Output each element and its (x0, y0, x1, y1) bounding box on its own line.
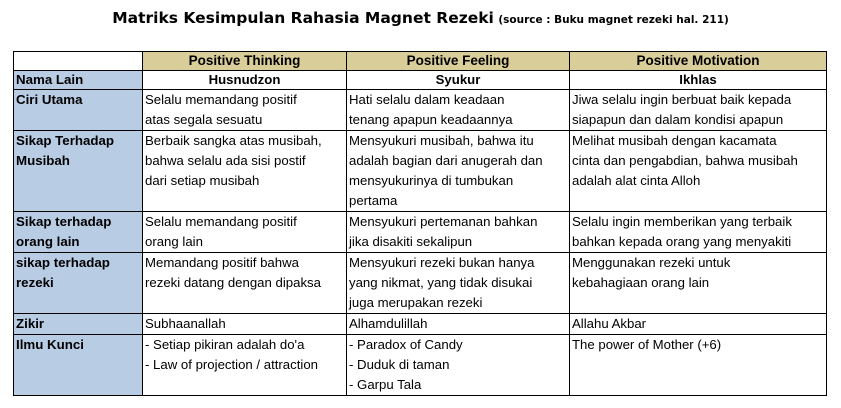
row-zikir (14, 314, 827, 335)
table-cell: Syukur (347, 71, 570, 90)
row-label: Ciri Utama (14, 90, 143, 131)
row-sikap-musibah (14, 131, 827, 212)
table-cell: Berbaik sangka atas musibah, bahwa selalu ada sisi postif dari setiap musibah (143, 131, 347, 212)
table-cell: Jiwa selalu ingin berbuat baik kepada siapapun dan dalam kondisi apapun (570, 90, 827, 131)
table-cell: Husnudzon (143, 71, 347, 90)
row-sikap-rezeki (14, 253, 827, 314)
header-row (14, 52, 827, 71)
matrix-table (13, 51, 827, 396)
title-main: Matriks Kesimpulan Rahasia Magnet Rezeki (112, 9, 494, 27)
row-sikap-orang-lain (14, 212, 827, 253)
row-label: Sikap terhadap orang lain (14, 212, 143, 253)
row-ciri-utama (14, 90, 827, 131)
row-label: Zikir (14, 314, 143, 335)
row-ilmu-kunci (14, 335, 827, 396)
table-cell: Selalu memandang positif orang lain (143, 212, 347, 253)
table-cell: Mensyukuri rezeki bukan hanya yang nikmat, yang tidak disukai juga merupakan rezeki (347, 253, 570, 314)
corner-cell (14, 52, 143, 71)
table-cell: Melihat musibah dengan kacamata cinta dan pengabdian, bahwa musibah adalah alat cinta Alloh (570, 131, 827, 212)
table-cell: Allahu Akbar (570, 314, 827, 335)
table-cell: Mensyukuri musibah, bahwa itu adalah bagian dari anugerah dan mensyukurinya di tumbukan pertama (347, 131, 570, 212)
row-label: Sikap Terhadap Musibah (14, 131, 143, 212)
document-title (0, 9, 841, 28)
table-cell: The power of Mother (+6) (570, 335, 827, 396)
row-nama-lain (14, 71, 827, 90)
column-header-positive-feeling: Positive Feeling (347, 52, 570, 71)
table-cell: Selalu memandang positif atas segala sesuatu (143, 90, 347, 131)
table-cell: Subhaanallah (143, 314, 347, 335)
table-cell: - Setiap pikiran adalah do'a - Law of projection / attraction (143, 335, 347, 396)
table-cell: Mensyukuri pertemanan bahkan jika disakiti sekalipun (347, 212, 570, 253)
table-cell: Menggunakan rezeki untuk kebahagiaan orang lain (570, 253, 827, 314)
title-source: (source : Buku magnet rezeki hal. 211) (498, 14, 729, 26)
row-label: Nama Lain (14, 71, 143, 90)
column-header-positive-motivation: Positive Motivation (570, 52, 827, 71)
table-cell: Memandang positif bahwa rezeki datang dengan dipaksa (143, 253, 347, 314)
row-label: Ilmu Kunci (14, 335, 143, 396)
row-label: sikap terhadap rezeki (14, 253, 143, 314)
table-cell: Alhamdulillah (347, 314, 570, 335)
table-cell: Selalu ingin memberikan yang terbaik bahkan kepada orang yang menyakiti (570, 212, 827, 253)
table-cell: - Paradox of Candy - Duduk di taman - Garpu Tala (347, 335, 570, 396)
table-cell: Ikhlas (570, 71, 827, 90)
table-cell: Hati selalu dalam keadaan tenang apapun keadaannya (347, 90, 570, 131)
column-header-positive-thinking: Positive Thinking (143, 52, 347, 71)
